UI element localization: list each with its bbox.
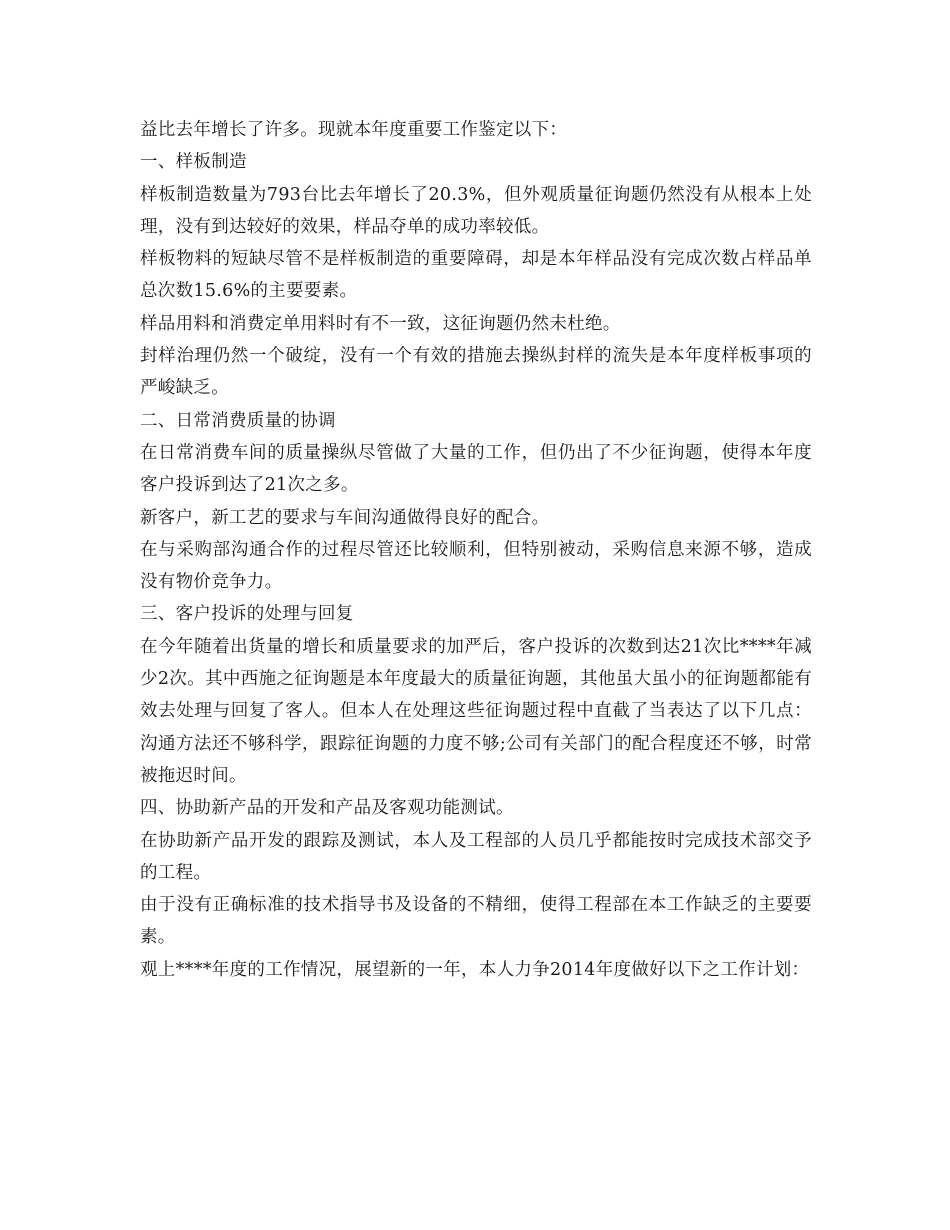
section-heading-sample-making: 一、样板制造 xyxy=(140,152,247,173)
paragraph-closing: 观上****年度的工作情况，展望新的一年，本人力争2014年度做好以下之工作计划： xyxy=(140,959,810,980)
paragraph: 在日常消费车间的质量操纵尽管做了大量的工作，但仍出了不少征询题，使得本年度客户投诉到达了21次之多。 xyxy=(140,442,812,496)
paragraph: 新客户，新工艺的要求与车间沟通做得良好的配合。 xyxy=(140,507,550,528)
section-heading-new-products: 四、协助新产品的开发和产品及客观功能测试。 xyxy=(140,798,514,819)
paragraph: 在与采购部沟通合作的过程尽管还比较顺利，但特别被动，采购信息来源不够，造成没有物价竞争力。 xyxy=(140,539,812,593)
paragraph: 封样治理仍然一个破绽，没有一个有效的措施去操纵封样的流失是本年度样板事项的严峻缺乏。 xyxy=(140,346,812,399)
paragraph: 由于没有正确标准的技术指导书及设备的不精细，使得工程部在本工作缺乏的主要要素。 xyxy=(140,895,812,948)
paragraph: 样品用料和消费定单用料时有不一致，这征询题仍然未杜绝。 xyxy=(140,313,621,334)
section-heading-complaints: 三、客户投诉的处理与回复 xyxy=(140,604,354,625)
section-heading-daily-quality: 二、日常消费质量的协调 xyxy=(140,410,336,431)
paragraph: 样板制造数量为793台比去年增长了20.3%，但外观质量征询题仍然没有从根本上处理，没有到达较好的效果，样品夺单的成功率较低。 xyxy=(140,184,812,237)
paragraph: 在今年随着出货量的增长和质量要求的加严后，客户投诉的次数到达21次比****年减少2次。其中西施之征询题是本年度最大的质量征询题，其他虽大虽小的征询题都能有效去处理与回复了客人。但本人在处理这些征询题过程中直截了当表达了以下几点：沟通方法还不够科学，跟踪征询题的力度不够;公司有关部门的配合程度还不够，时常被拖迟时间。 xyxy=(140,636,812,786)
document-body xyxy=(140,114,812,986)
paragraph-intro: 益比去年增长了许多。现就本年度重要工作鉴定以下： xyxy=(140,120,568,140)
paragraph: 在协助新产品开发的跟踪及测试，本人及工程部的人员几乎都能按时完成技术部交予的工程。 xyxy=(140,830,812,883)
paragraph: 样板物料的短缺尽管不是样板制造的重要障碍，却是本年样品没有完成次数占样品单总次数15.6%的主要要素。 xyxy=(140,249,812,302)
